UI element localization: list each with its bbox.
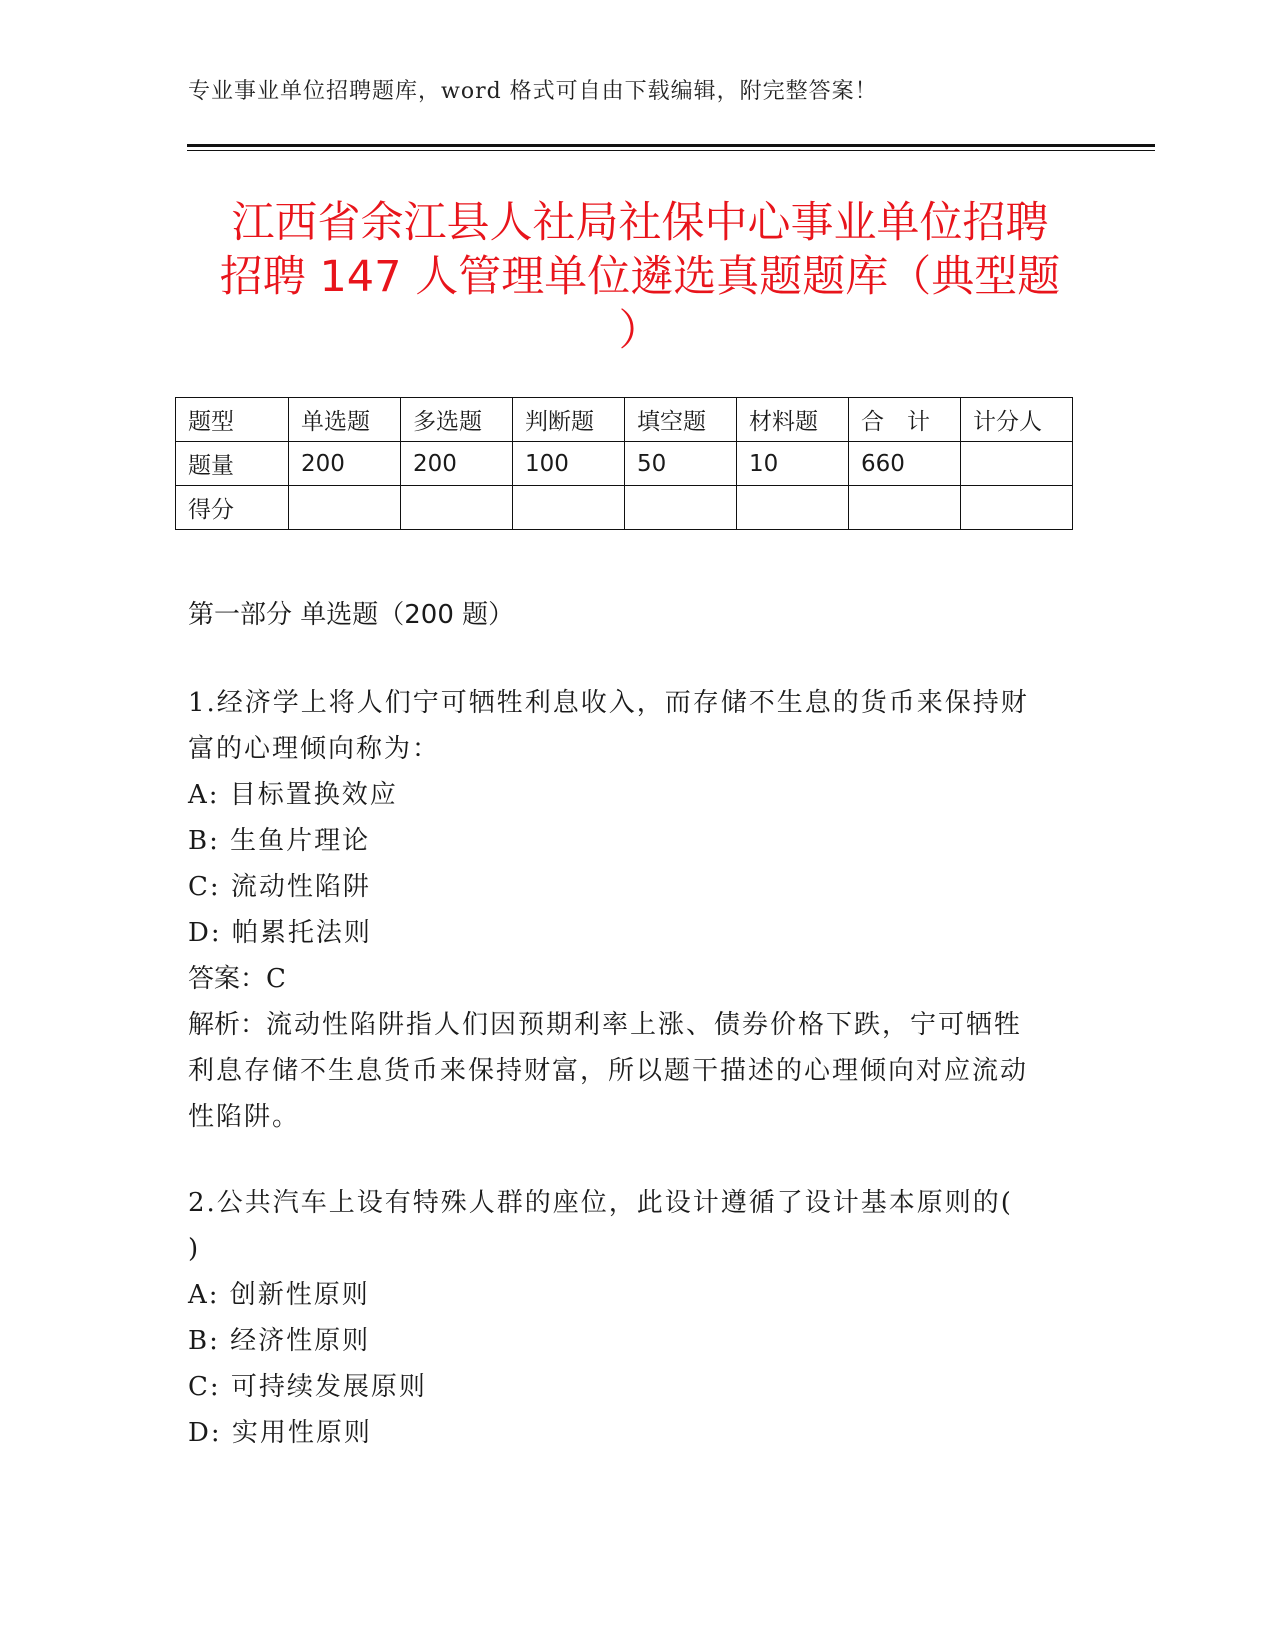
- table-cell: [625, 486, 737, 530]
- option-a: A: 创新性原则: [188, 1280, 370, 1310]
- table-cell: 多选题: [401, 398, 513, 442]
- table-cell: 200: [289, 442, 401, 486]
- option-d: D: 帕累托法则: [188, 918, 372, 948]
- section-title: 第一部分 单选题（200 题）: [188, 600, 515, 630]
- option-d: D: 实用性原则: [188, 1418, 372, 1448]
- table-cell: 材料题: [737, 398, 849, 442]
- question-stem: 1.经济学上将人们宁可牺牲利息收入，而存储不生息的货币来保持财: [188, 688, 1029, 718]
- question-2: [188, 1180, 1068, 1456]
- analysis-text: 流动性陷阱指人们因预期利率上涨、债券价格下跌，宁可牺牲: [266, 1010, 1023, 1040]
- analysis-text: 利息存储不生息货币来保持财富，所以题干描述的心理倾向对应流动: [188, 1056, 1029, 1086]
- table-cell: 判断题: [513, 398, 625, 442]
- header-rule-thick: [187, 144, 1155, 147]
- answer-line: [188, 956, 1068, 1002]
- table-cell: 100: [513, 442, 625, 486]
- answer-value: C: [266, 964, 288, 994]
- option-a: A: 目标置换效应: [188, 780, 398, 810]
- table-cell: 10: [737, 442, 849, 486]
- table-cell: 得分: [176, 486, 289, 530]
- header-note: 专业事业单位招聘题库，word 格式可自由下载编辑，附完整答案！: [188, 79, 878, 104]
- table-cell: [849, 486, 961, 530]
- analysis-text: 性陷阱。: [188, 1102, 301, 1132]
- title-line-3: ）: [618, 306, 662, 356]
- table-cell: 计分人: [961, 398, 1073, 442]
- table-cell: [401, 486, 513, 530]
- title-line-2: 招聘 147 人管理单位遴选真题题库（典型题: [219, 252, 1061, 302]
- table-cell: 200: [401, 442, 513, 486]
- table-cell: [961, 442, 1073, 486]
- table-cell: [513, 486, 625, 530]
- answer-label: 答案：: [188, 964, 267, 994]
- score-table-row-count: [176, 442, 1073, 486]
- option-b: B: 生鱼片理论: [188, 826, 371, 856]
- table-cell: [289, 486, 401, 530]
- table-cell: 题量: [176, 442, 289, 486]
- document-title: [190, 196, 1090, 358]
- table-cell: 合 计: [849, 398, 961, 442]
- table-cell: 单选题: [289, 398, 401, 442]
- score-table-row-type: [176, 398, 1073, 442]
- question-stem: 富的心理倾向称为：: [188, 734, 441, 764]
- score-table: [175, 397, 1073, 530]
- table-cell: 660: [849, 442, 961, 486]
- table-cell: [961, 486, 1073, 530]
- question-stem: ): [188, 1234, 201, 1264]
- option-b: B: 经济性原则: [188, 1326, 371, 1356]
- question-stem: 2.公共汽车上设有特殊人群的座位，此设计遵循了设计基本原则的(: [188, 1188, 1013, 1218]
- analysis-label: 解析：: [188, 1010, 267, 1040]
- option-c: C: 流动性陷阱: [188, 872, 371, 902]
- question-1: [188, 680, 1068, 1140]
- title-line-1: 江西省余江县人社局社保中心事业单位招聘: [231, 198, 1049, 248]
- header-rule-thin: [187, 150, 1155, 151]
- table-cell: 50: [625, 442, 737, 486]
- table-cell: 题型: [176, 398, 289, 442]
- option-c: C: 可持续发展原则: [188, 1372, 427, 1402]
- score-table-row-score: [176, 486, 1073, 530]
- analysis-line: [188, 1002, 1068, 1048]
- table-cell: 填空题: [625, 398, 737, 442]
- table-cell: [737, 486, 849, 530]
